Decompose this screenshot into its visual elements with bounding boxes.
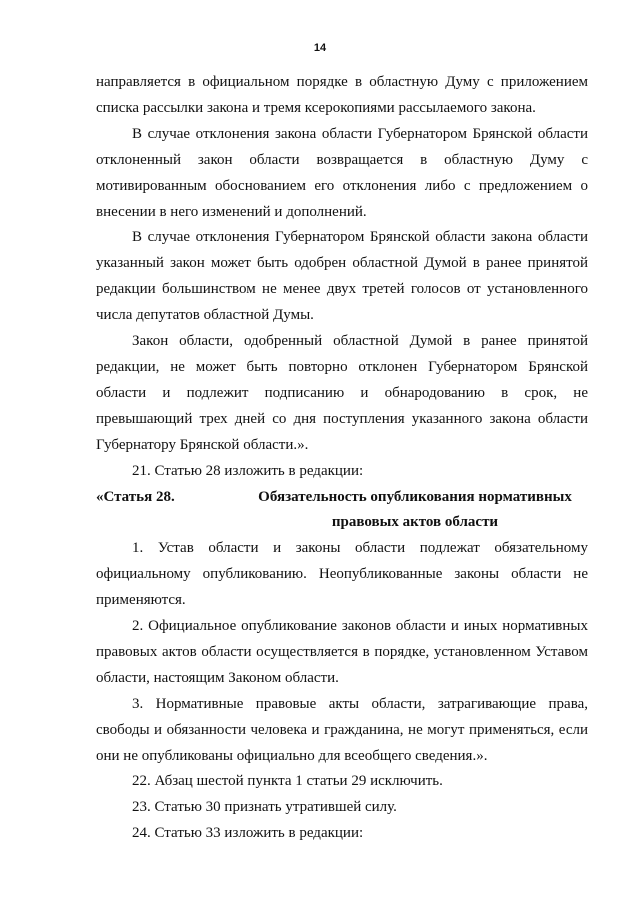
article-label: «Статья 28. [96,488,175,505]
article-item-3: 3. Нормативные правовые акты области, затрагивающие права, свободы и обязанности человека и гражданина, не могут применяться, если они не опубликованы официально для всеобщего сведения.». [96,695,588,764]
paragraph-continuation: направляется в официальном порядке в областную Думу с приложением списка рассылки закона и тремя ксерокопиями рассылаемого закона. [96,74,588,116]
paragraph-item-22: 22. Абзац шестой пункта 1 статьи 29 исключить. [132,773,443,790]
paragraph-signing: Закон области, одобренный областной Думой в ранее принятой редакции, не может быть повторно отклонен Губернатором Брянской области и подлежит подписанию и обнародованию в срок, не превышающий трех дней со дня поступления указанного закона области Губернатору Брянской области.». [96,333,588,453]
paragraph-approval: В случае отклонения Губернатором Брянской области закона области указанный закон может быть одобрен областной Думой в ранее принятой редакции большинством не менее двух третей голосов от установленного числа депутатов областной Думы. [96,229,588,324]
paragraph-rejection: В случае отклонения закона области Губернатором Брянской области отклоненный закон области возвращается в областную Думу с мотивированным обоснованием его отклонения либо с предложением о внесении в него изменений и дополнений. [96,125,588,220]
paragraph-item-21: 21. Статью 28 изложить в редакции: [132,462,364,479]
article-item-2: 2. Официальное опубликование законов области и иных нормативных правовых актов области осуществляется в порядке, установленном Уставом области, настоящим Законом области. [96,618,588,686]
article-heading [96,485,588,537]
page-number: 14 [313,42,327,54]
document-body [96,70,588,847]
article-title: Обязательность опубликования нормативных правовых актов области [258,488,572,531]
paragraph-item-24: 24. Статью 33 изложить в редакции: [132,825,364,842]
paragraph-item-23: 23. Статью 30 признать утратившей силу. [132,799,397,816]
article-item-1: 1. Устав области и законы области подлежат обязательному официальному опубликованию. Неопубликованные законы области не применяются. [96,540,588,609]
